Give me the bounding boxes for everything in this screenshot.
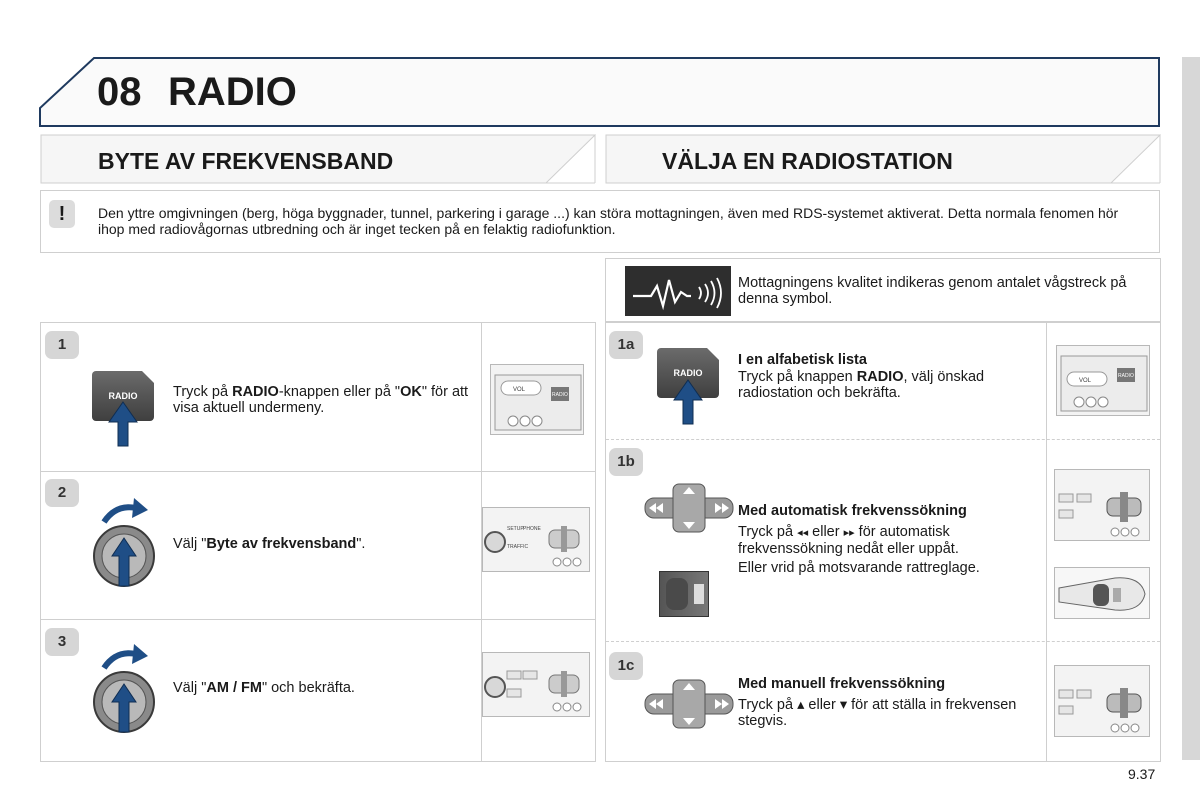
step-1c-badge: 1c bbox=[609, 652, 643, 680]
step-3-text bbox=[173, 680, 453, 696]
up-symbol: ▴ bbox=[797, 697, 805, 713]
radio-panel-illustration bbox=[1057, 346, 1151, 417]
radio-panel-thumbnail-2 bbox=[482, 507, 590, 572]
warning-text: Den yttre omgivningen (berg, höga byggnader, tunnel, parkering i garage ...) kan störa mottagningen, även med RDS-systemet aktiverat. Detta normala fenomen hör ihop med radiovågornas utbredning och är inget tecken på en felaktig radiofunktion. bbox=[98, 205, 1119, 237]
step-1c-text-post: för att ställa in frekvensen stegvis. bbox=[738, 697, 1017, 729]
radio-button-label: RADIO bbox=[108, 391, 138, 401]
thumb-setup-label: SETUP bbox=[507, 526, 524, 532]
control-panel-illustration bbox=[1055, 666, 1151, 738]
thumb-vol-label: VOL bbox=[1079, 378, 1092, 384]
thumb-phone-label: PHONE bbox=[523, 526, 541, 532]
steering-stalk-illustration bbox=[1055, 568, 1151, 620]
radio-panel-thumbnail-3 bbox=[482, 652, 590, 717]
warning-icon: ! bbox=[49, 200, 75, 228]
steering-control-thumbnail bbox=[1054, 567, 1150, 619]
rewind-symbol: ◂◂ bbox=[797, 527, 809, 539]
step-1-text-bold-2: OK bbox=[400, 384, 422, 400]
forward-symbol: ▸▸ bbox=[843, 527, 855, 539]
step-3-badge: 3 bbox=[45, 628, 79, 656]
control-panel-illustration bbox=[483, 508, 591, 573]
left-section-header bbox=[40, 134, 596, 184]
step-2-badge: 2 bbox=[45, 479, 79, 507]
step-1-text-pre: Tryck på bbox=[173, 384, 233, 400]
radio-panel-illustration bbox=[491, 365, 585, 436]
step-1a-title: I en alfabetisk lista bbox=[738, 352, 867, 368]
thumb-traffic-label: TRAFFIC bbox=[507, 544, 529, 550]
chapter-title: RADIO bbox=[168, 70, 297, 114]
step-3-text-post: " och bekräfta. bbox=[261, 680, 355, 696]
right-section-header bbox=[605, 134, 1161, 184]
left-section-title: BYTE AV FREKVENSBAND bbox=[98, 148, 394, 174]
thumb-radio-label: RADIO bbox=[552, 392, 568, 398]
step-1b-text-pre: Tryck på bbox=[738, 524, 798, 540]
step-1c-text-mid: eller bbox=[804, 697, 840, 713]
radio-button-label: RADIO bbox=[673, 368, 703, 378]
page-number: 9.37 bbox=[1128, 766, 1156, 782]
right-row-divider-2 bbox=[606, 641, 1160, 642]
step-1a-badge: 1a bbox=[609, 331, 643, 359]
step-1c-title: Med manuell frekvenssökning bbox=[738, 676, 946, 692]
press-arrow-icon bbox=[107, 400, 139, 448]
step-1a-text-bold: RADIO bbox=[856, 369, 904, 385]
step-1-text-post: " för att visa aktuell undermeny. bbox=[173, 384, 469, 416]
radio-panel-thumbnail-1a bbox=[1056, 345, 1150, 416]
control-panel-illustration bbox=[1055, 470, 1151, 542]
signal-quality-symbol bbox=[625, 266, 731, 316]
step-1b-text-mid: eller bbox=[808, 524, 844, 540]
chapter-edge-tab bbox=[1182, 57, 1200, 760]
step-2-text-bold: Byte av frekvensband bbox=[206, 536, 357, 552]
step-2-text bbox=[173, 536, 453, 552]
step-2-text-post: ". bbox=[356, 536, 366, 552]
rotary-knob-icon bbox=[92, 494, 158, 590]
step-1-text-bold-1: RADIO bbox=[232, 384, 279, 400]
signal-wave-icon bbox=[625, 266, 731, 316]
step-1-text bbox=[173, 384, 473, 416]
steering-control-icon bbox=[659, 571, 709, 617]
step-2-text-pre: Välj " bbox=[173, 536, 207, 552]
press-arrow-icon bbox=[672, 378, 704, 426]
direction-pad-icon bbox=[643, 482, 735, 534]
step-1c-text-pre: Tryck på bbox=[738, 697, 798, 713]
step-1a-text-post: , välj önskad radiostation och bekräfta. bbox=[738, 369, 985, 401]
radio-panel-thumbnail-1c bbox=[1054, 665, 1150, 737]
rotary-knob-icon bbox=[92, 640, 158, 736]
step-1c-text bbox=[738, 676, 1038, 729]
left-row-divider-2 bbox=[41, 619, 595, 620]
step-3-text-pre: Välj " bbox=[173, 680, 207, 696]
step-1b-title: Med automatisk frekvenssökning bbox=[738, 503, 967, 519]
left-row-divider-1 bbox=[41, 471, 595, 472]
direction-pad-icon bbox=[643, 678, 735, 730]
chapter-number: 08 bbox=[97, 70, 142, 114]
radio-panel-thumbnail-1b bbox=[1054, 469, 1150, 541]
step-1b-text-line2: Eller vrid på motsvarande rattreglage. bbox=[738, 560, 980, 576]
step-3-text-bold: AM / FM bbox=[206, 680, 262, 696]
control-panel-illustration bbox=[483, 653, 591, 718]
step-1a-text bbox=[738, 352, 1038, 401]
step-1a-text-pre: Tryck på knappen bbox=[738, 369, 857, 385]
step-1b-text-post: för automatisk frekvenssökning nedåt eller uppåt. bbox=[738, 524, 959, 557]
thumb-vol-label: VOL bbox=[513, 387, 526, 393]
thumb-radio-label: RADIO bbox=[1118, 373, 1134, 379]
reception-text: Mottagningens kvalitet indikeras genom antalet vågstreck på denna symbol. bbox=[738, 275, 1127, 307]
down-symbol: ▾ bbox=[839, 697, 848, 713]
right-row-divider-1 bbox=[606, 439, 1160, 440]
step-1-badge: 1 bbox=[45, 331, 79, 359]
right-section-title: VÄLJA EN RADIOSTATION bbox=[662, 148, 953, 174]
step-1-text-mid: -knappen eller på " bbox=[278, 384, 401, 400]
radio-panel-thumbnail-1 bbox=[490, 364, 584, 435]
step-1b-text bbox=[738, 503, 1048, 576]
step-1b-badge: 1b bbox=[609, 448, 643, 476]
warning-box bbox=[40, 190, 1160, 253]
